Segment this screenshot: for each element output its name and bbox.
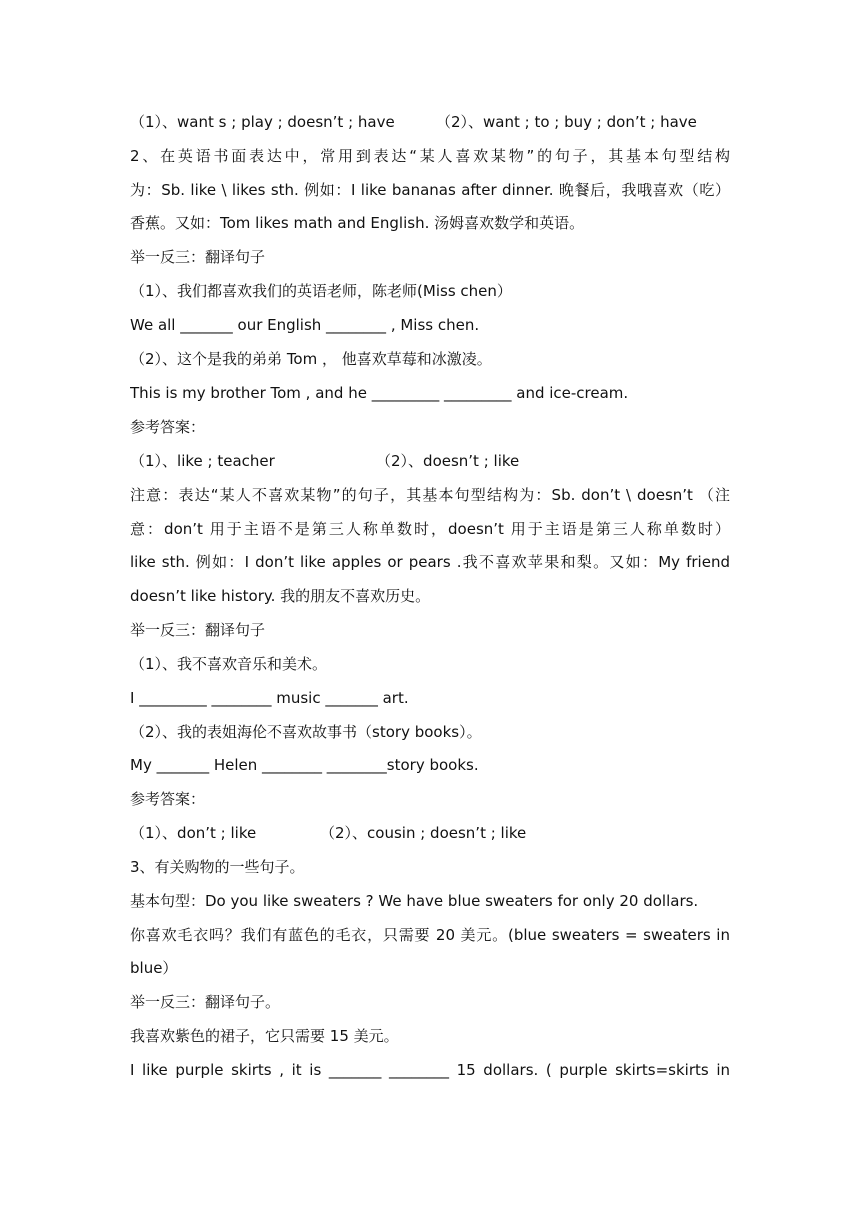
basic-sentence-pattern: 基本句型：Do you like sweaters ? We have blue sweaters for only 20 dollars. bbox=[130, 892, 699, 910]
answer-item-2: （2）、want ; to ; buy ; don’t ; have bbox=[436, 113, 697, 131]
exercise-2-prompt: （2）、这个是我的弟弟 Tom ， 他喜欢草莓和冰激凌。 bbox=[130, 350, 492, 368]
answer-item-2: （2）、doesn’t ; like bbox=[376, 452, 520, 470]
answer-item-1: （1）、want s ; play ; doesn’t ; have bbox=[130, 113, 395, 131]
answer-line-section-3 bbox=[130, 821, 730, 845]
exercise-2-blank-sentence: My _______ Helen ________ ________story books. bbox=[130, 756, 479, 774]
exercise-heading: 举一反三：翻译句子。 bbox=[130, 993, 281, 1011]
answer-item-1: （1）、like ; teacher bbox=[130, 452, 275, 470]
exercise-1-blank-sentence: We all _______ our English ________ , Miss chen. bbox=[130, 316, 480, 334]
exercise-heading: 举一反三：翻译句子 bbox=[130, 621, 266, 639]
section-2-heading: 2、在英语书面表达中，常用到表达“某人喜欢某物”的句子，其基本句型结构 bbox=[130, 147, 730, 165]
exercise-1-prompt: （1）、我不喜欢音乐和美术。 bbox=[130, 655, 328, 673]
reference-answer-label: 参考答案： bbox=[130, 418, 206, 436]
answer-line-section-1 bbox=[130, 110, 730, 134]
exercise-2-prompt: （2）、我的表姐海伦不喜欢故事书（story books）。 bbox=[130, 723, 482, 741]
note-line-2: 意：don’t 用于主语不是第三人称单数时，doesn’t 用于主语是第三人称单数时） bbox=[130, 520, 730, 538]
exercise-1-prompt: （1）、我们都喜欢我们的英语老师，陈老师(Miss chen） bbox=[130, 282, 512, 300]
exercise-prompt: 我喜欢紫色的裙子，它只需要 15 美元。 bbox=[130, 1027, 399, 1045]
translation-line-1: 你喜欢毛衣吗？我们有蓝色的毛衣，只需要 20 美元。(blue sweaters = sweaters in bbox=[130, 926, 730, 944]
section-2-body-line-2: 香蕉。又如：Tom likes math and English. 汤姆喜欢数学和英语。 bbox=[130, 214, 585, 232]
answer-item-1: （1）、don’t ; like bbox=[130, 824, 257, 842]
exercise-2-blank-sentence: This is my brother Tom , and he _________ _________ and ice-cream. bbox=[130, 384, 629, 402]
translation-line-2: blue） bbox=[130, 959, 178, 977]
exercise-1-blank-sentence: I _________ ________ music _______ art. bbox=[130, 689, 409, 707]
note-line-4: doesn’t like history. 我的朋友不喜欢历史。 bbox=[130, 587, 431, 605]
exercise-heading: 举一反三：翻译句子 bbox=[130, 248, 266, 266]
section-3-heading: 3、有关购物的一些句子。 bbox=[130, 858, 305, 876]
answer-line-section-2 bbox=[130, 449, 730, 473]
note-line-1: 注意：表达“某人不喜欢某物”的句子，其基本句型结构为：Sb. don’t \ doesn’t （注 bbox=[130, 486, 730, 504]
answer-item-2: （2）、cousin ; doesn’t ; like bbox=[320, 824, 527, 842]
note-line-3: like sth. 例如：I don’t like apples or pears .我不喜欢苹果和梨。又如：My friend bbox=[130, 553, 730, 571]
exercise-blank-sentence: I like purple skirts , it is _______ ________ 15 dollars. ( purple skirts=skirts in bbox=[130, 1061, 730, 1079]
section-2-body-line-1: 为：Sb. like \ likes sth. 例如：I like bananas after dinner. 晚餐后，我哦喜欢（吃） bbox=[130, 181, 730, 199]
reference-answer-label: 参考答案： bbox=[130, 790, 206, 808]
